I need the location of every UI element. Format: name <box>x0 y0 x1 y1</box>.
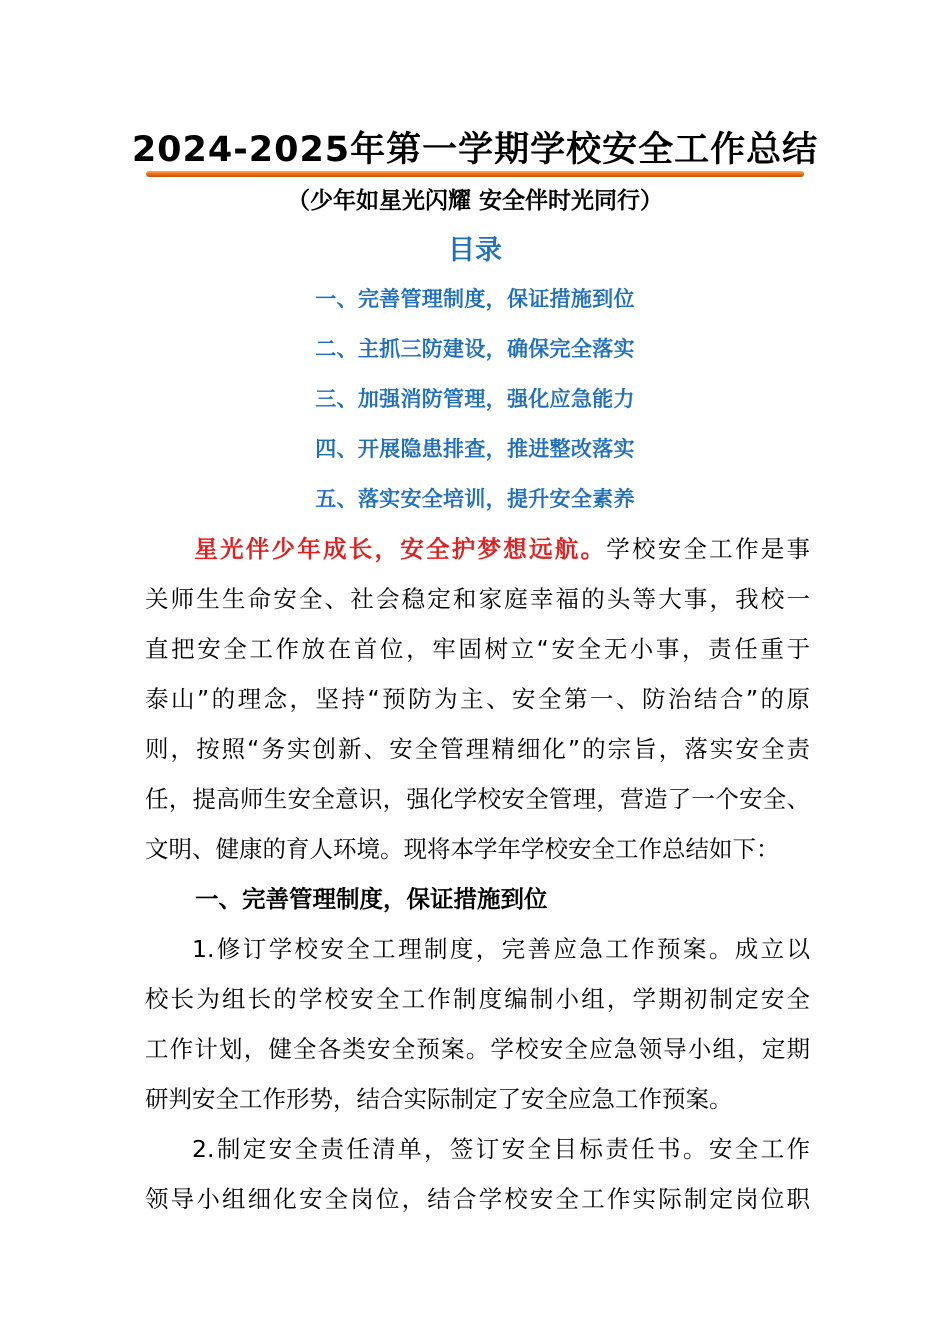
intro-paragraph <box>145 524 810 874</box>
item2-line-1-text: 2.制定安全责任清单，签订安全目标责任书。安全工作 <box>192 1135 810 1163</box>
toc-heading: 目录 <box>448 235 502 266</box>
item1-line-2: 校长为组长的学校安全工作制度编制小组，学期初制定安全 <box>145 985 810 1013</box>
intro-line-3: 直把安全工作放在首位，牢固树立“安全无小事，责任重于 <box>145 635 810 663</box>
item2-line-2: 领导小组细化安全岗位，结合学校安全工作实际制定岗位职 <box>145 1185 810 1213</box>
item1-line-1-text: 1.修订学校安全工理制度，完善应急工作预案。成立以 <box>192 935 810 963</box>
item1-line-3: 工作计划，健全各类安全预案。学校安全应急领导小组，定期 <box>145 1035 810 1063</box>
document-title: 2024-2025年第一学期学校安全工作总结 <box>131 130 819 170</box>
toc-item-2[interactable]: 二、主抓三防建设，确保完全落实 <box>315 337 635 361</box>
title-underline <box>146 171 804 177</box>
intro-line-6: 任，提高师生安全意识，强化学校安全管理，营造了一个安全、 <box>145 785 810 813</box>
intro-line-5: 则，按照“务实创新、安全管理精细化”的宗旨，落实安全责 <box>145 735 810 763</box>
item1-line-1 <box>145 924 810 974</box>
toc-item-3[interactable]: 三、加强消防管理，强化应急能力 <box>315 387 635 411</box>
intro-line-2: 关师生生命安全、社会稳定和家庭幸福的头等大事，我校一 <box>145 585 810 613</box>
intro-line-1 <box>145 524 810 574</box>
item1-line-4: 研判安全工作形势，结合实际制定了安全应急工作预案。 <box>145 1085 733 1113</box>
toc-item-4[interactable]: 四、开展隐患排查，推进整改落实 <box>315 437 635 461</box>
table-of-contents <box>0 281 950 531</box>
toc-item-5[interactable]: 五、落实安全培训，提升安全素养 <box>315 487 635 511</box>
item2-line-1 <box>145 1124 810 1174</box>
section-1-item-1 <box>145 924 810 1124</box>
intro-lead: 星光伴少年成长，安全护梦想远航。 <box>192 535 607 563</box>
toc-item-1[interactable]: 一、完善管理制度，保证措施到位 <box>315 287 635 311</box>
section-1-item-2 <box>145 1124 810 1224</box>
intro-line-1-text: 学校安全工作是事 <box>606 535 810 563</box>
intro-line-7: 文明、健康的育人环境。现将本学年学校安全工作总结如下： <box>145 835 780 863</box>
document-subtitle: （少年如星光闪耀 安全伴时光同行） <box>286 188 663 214</box>
section-1-heading: 一、完善管理制度，保证措施到位 <box>195 885 548 913</box>
intro-line-4: 泰山”的理念，坚持“预防为主、安全第一、防治结合”的原 <box>145 685 810 713</box>
